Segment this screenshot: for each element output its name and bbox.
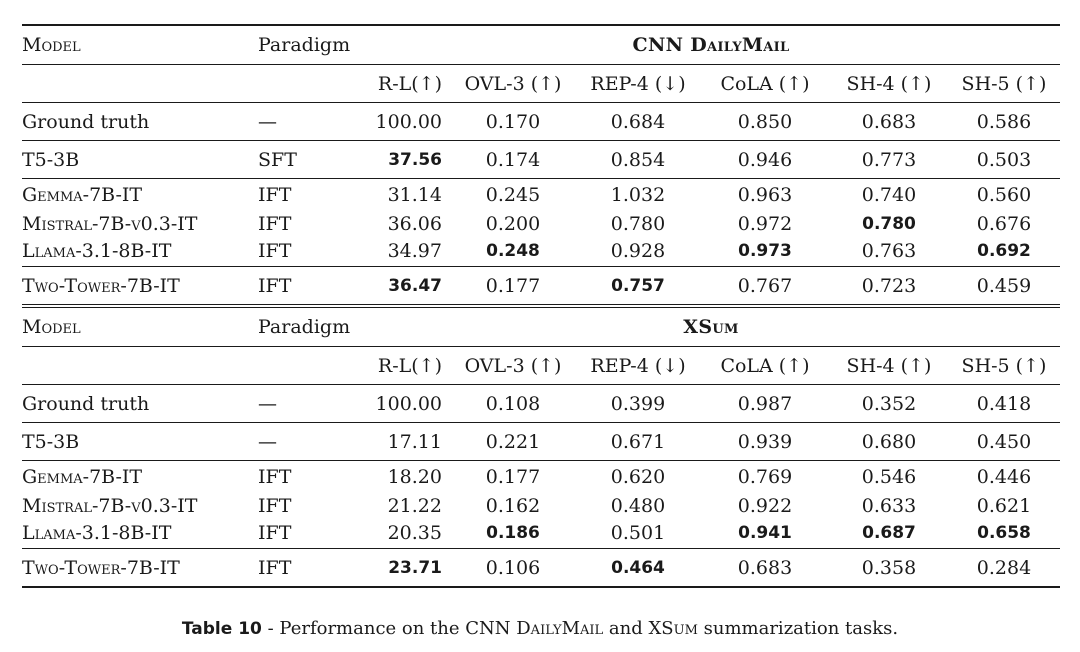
value-cell: 100.00	[362, 103, 450, 141]
dataset-title-smallcaps: Sum	[698, 316, 739, 338]
value-cell: 0.174	[450, 141, 576, 179]
value-cell: 0.418	[948, 385, 1060, 423]
value-cell: 0.676	[976, 212, 1032, 235]
section-header-row	[22, 306, 1060, 347]
value-cell: 0.108	[450, 385, 576, 423]
metric-header: OVL-3 (↑)	[450, 65, 576, 103]
value-cell: 1.032	[576, 179, 700, 212]
value-cell: 0.922	[737, 494, 793, 517]
table-row	[22, 267, 1060, 307]
caption-sum: Sum	[661, 618, 698, 639]
value-cell: 0.586	[948, 103, 1060, 141]
value-cell: 0.450	[948, 423, 1060, 461]
metric-header-row	[22, 65, 1060, 103]
model-name: T5-3B	[22, 423, 258, 461]
value-cell: 0.941	[738, 523, 792, 543]
value-cell: 0.780	[862, 213, 916, 234]
value-cell: 0.546	[830, 461, 948, 494]
value-cell: 36.47	[362, 267, 450, 307]
value-cell: 0.633	[861, 494, 917, 517]
value-cell: 20.35	[387, 522, 442, 544]
metric-header: OVL-3 (↑)	[450, 347, 576, 385]
value-cell: 0.692	[977, 241, 1031, 261]
dataset-title-smallcaps: DailyMail	[690, 34, 790, 56]
caption-text-3: summarization tasks.	[697, 618, 899, 639]
value-cell: 17.11	[362, 423, 450, 461]
results-table	[22, 24, 1060, 588]
value-cell: 0.503	[948, 141, 1060, 179]
metric-header: R-L(↑)	[362, 65, 450, 103]
model-name: Mistral-7B-v0.3-IT	[22, 494, 198, 517]
paradigm-cell: IFT	[258, 267, 362, 307]
value-cell: 0.162	[485, 494, 541, 517]
value-cell: 0.106	[450, 549, 576, 588]
caption-text-1: - Performance on the CNN	[261, 618, 517, 639]
metric-header: REP-4 (↓)	[576, 347, 700, 385]
paradigm-cell: —	[258, 103, 362, 141]
value-cell: 0.763	[861, 240, 917, 262]
table-row	[22, 179, 1060, 212]
value-cell: 0.680	[830, 423, 948, 461]
empty-cell	[258, 65, 362, 103]
value-cell: 0.687	[862, 523, 916, 543]
value-cell: 0.973	[738, 241, 792, 261]
value-cell: 0.773	[830, 141, 948, 179]
table-row	[22, 236, 1060, 267]
value-cell: 0.723	[830, 267, 948, 307]
model-column-header: Model	[22, 306, 258, 347]
value-cell: 0.459	[948, 267, 1060, 307]
value-cell: 37.56	[362, 141, 450, 179]
value-cell: 0.248	[486, 241, 540, 261]
value-cell: 0.740	[830, 179, 948, 212]
paradigm-cell: —	[258, 385, 362, 423]
dataset-title-prefix: X	[683, 316, 699, 338]
value-cell: 0.684	[576, 103, 700, 141]
table-caption	[0, 618, 1080, 639]
value-cell: 0.683	[700, 549, 830, 588]
value-cell: 18.20	[362, 461, 450, 494]
paradigm-column-header: Paradigm	[258, 25, 362, 65]
value-cell: 100.00	[362, 385, 450, 423]
paradigm-cell: IFT	[258, 549, 362, 588]
value-cell: 0.671	[576, 423, 700, 461]
paradigm-cell: IFT	[258, 240, 292, 262]
value-cell: 0.480	[610, 494, 666, 517]
value-cell: 0.177	[450, 461, 576, 494]
paradigm-cell: IFT	[258, 461, 362, 494]
dataset-title-prefix: CNN	[632, 34, 691, 56]
table-row	[22, 141, 1060, 179]
dataset-title	[362, 306, 1060, 347]
empty-cell	[258, 347, 362, 385]
model-name: Llama-3.1-8B-IT	[22, 522, 172, 544]
value-cell: 0.780	[610, 212, 666, 235]
table-row	[22, 493, 1060, 518]
paradigm-cell: IFT	[258, 179, 362, 212]
model-name: Two-Tower-7B-IT	[22, 549, 258, 588]
value-cell: 0.658	[977, 523, 1031, 543]
model-name: Llama-3.1-8B-IT	[22, 240, 172, 262]
value-cell: 0.446	[948, 461, 1060, 494]
paradigm-cell: —	[258, 423, 362, 461]
value-cell: 0.767	[700, 267, 830, 307]
model-name: Gemma-7B-IT	[22, 461, 258, 494]
value-cell: 34.97	[387, 240, 442, 262]
model-name: Ground truth	[22, 385, 258, 423]
value-cell: 0.757	[576, 267, 700, 307]
value-cell: 0.245	[450, 179, 576, 212]
value-cell: 0.170	[450, 103, 576, 141]
empty-cell	[22, 65, 258, 103]
model-name: Mistral-7B-v0.3-IT	[22, 212, 198, 235]
paradigm-cell: IFT	[258, 212, 292, 235]
value-cell: 0.399	[576, 385, 700, 423]
table-row	[22, 549, 1060, 588]
value-cell: 0.769	[700, 461, 830, 494]
metric-header: SH-4 (↑)	[830, 347, 948, 385]
value-cell: 0.987	[700, 385, 830, 423]
model-name: Ground truth	[22, 103, 258, 141]
value-cell: 21.22	[387, 494, 442, 517]
value-cell: 0.560	[948, 179, 1060, 212]
table-row	[22, 461, 1060, 494]
model-name: T5-3B	[22, 141, 258, 179]
value-cell: 0.284	[948, 549, 1060, 588]
value-cell: 31.14	[362, 179, 450, 212]
paradigm-cell: IFT	[258, 494, 292, 517]
model-name: Gemma-7B-IT	[22, 179, 258, 212]
value-cell: 0.186	[486, 523, 540, 543]
value-cell: 36.06	[387, 212, 442, 235]
value-cell: 23.71	[362, 549, 450, 588]
paradigm-cell: SFT	[258, 141, 362, 179]
caption-dailymail: DailyMail	[516, 618, 604, 639]
model-name: Two-Tower-7B-IT	[22, 267, 258, 307]
value-cell: 0.946	[700, 141, 830, 179]
value-cell: 0.683	[830, 103, 948, 141]
paradigm-column-header: Paradigm	[258, 306, 362, 347]
value-cell: 0.928	[610, 240, 666, 262]
section-header-row	[22, 25, 1060, 65]
table-row	[22, 211, 1060, 236]
metric-header: CoLA (↑)	[700, 347, 830, 385]
model-column-header: Model	[22, 25, 258, 65]
value-cell: 0.972	[737, 212, 793, 235]
table-row	[22, 385, 1060, 423]
metric-header: REP-4 (↓)	[576, 65, 700, 103]
value-cell: 0.621	[976, 494, 1032, 517]
empty-cell	[22, 347, 258, 385]
metric-header: CoLA (↑)	[700, 65, 830, 103]
table-row	[22, 103, 1060, 141]
value-cell: 0.200	[485, 212, 541, 235]
value-cell: 0.358	[830, 549, 948, 588]
table-row	[22, 518, 1060, 549]
value-cell: 0.850	[700, 103, 830, 141]
paradigm-cell: IFT	[258, 522, 292, 544]
caption-label: Table 10	[181, 619, 262, 639]
value-cell: 0.963	[700, 179, 830, 212]
metric-header: SH-5 (↑)	[948, 347, 1060, 385]
metric-header-row	[22, 347, 1060, 385]
value-cell: 0.854	[576, 141, 700, 179]
dataset-title	[362, 25, 1060, 65]
value-cell: 0.464	[576, 549, 700, 588]
value-cell: 0.221	[450, 423, 576, 461]
value-cell: 0.177	[450, 267, 576, 307]
metric-header: SH-5 (↑)	[948, 65, 1060, 103]
metric-header: R-L(↑)	[362, 347, 450, 385]
value-cell: 0.352	[830, 385, 948, 423]
value-cell: 0.939	[700, 423, 830, 461]
value-cell: 0.501	[610, 522, 666, 544]
caption-text-2: and X	[603, 618, 662, 639]
value-cell: 0.620	[576, 461, 700, 494]
table-row	[22, 423, 1060, 461]
metric-header: SH-4 (↑)	[830, 65, 948, 103]
